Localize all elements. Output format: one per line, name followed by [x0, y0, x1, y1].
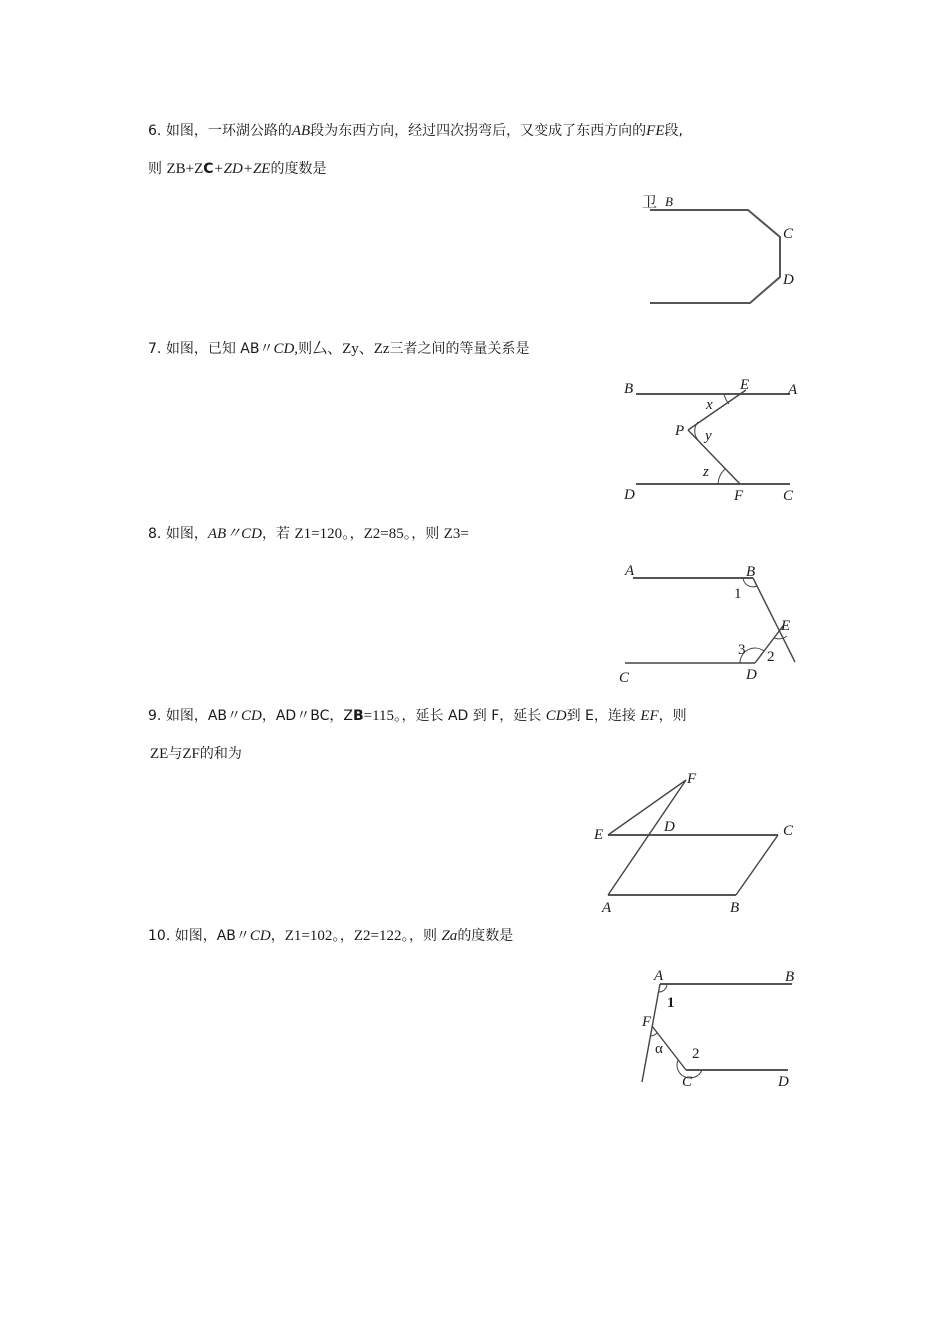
q9-text-1: . 如图，AB〃 [156, 708, 242, 724]
q10-label-a: A [654, 968, 664, 984]
q6-road-path [650, 210, 780, 303]
q10-var-cd: CD [249, 928, 271, 944]
q10-label-d: D [778, 1074, 789, 1090]
q9-var-cd: CD [241, 708, 262, 724]
q10-line-1 [148, 927, 513, 945]
q9-text-3: ，延长 AD 到 F，延长 [401, 708, 546, 724]
q7-text-2: 则 [298, 341, 313, 357]
q6-label-mark: 卫 [642, 195, 658, 211]
q7-label-f: F [734, 488, 744, 504]
q8-label-a: A [625, 563, 635, 579]
q8-angle-2: Z2=85。 [363, 526, 412, 542]
q8-label-2: 2 [767, 649, 775, 665]
q6-number: 6 [148, 123, 157, 139]
q6-angle-c: C [203, 161, 214, 177]
q10-text-5: 的度数是 [457, 928, 514, 944]
q8-line-1 [148, 525, 469, 543]
q8-text-2: ，若 [262, 526, 295, 542]
q7-label-z: z [703, 464, 709, 480]
q6-plus-c: +Z [185, 161, 204, 177]
q6-text-1: . 如图，一环湖公路的 [156, 123, 292, 139]
q8-label-3: 3 [738, 642, 746, 658]
q9-label-f: F [687, 771, 697, 787]
q7-label-y: y [705, 428, 712, 444]
q8-text-4: ，则 [411, 526, 444, 542]
q9-label-e: E [594, 827, 604, 843]
q10-label-2: 2 [692, 1046, 700, 1062]
q9-label-d: D [664, 819, 675, 835]
q8-angle-1: Z1=120。 [294, 526, 350, 542]
q7-label-a: A [788, 382, 798, 398]
q9-text-2: ，AD〃BC，Z [261, 708, 353, 724]
q6-label-c: C [783, 226, 794, 242]
q9-line-2 [150, 745, 242, 763]
q7-number: 7 [148, 341, 157, 357]
q10-angle-1: Z1=102。 [284, 928, 340, 944]
q7-segment-pf [688, 430, 740, 484]
q9-label-b: B [730, 900, 740, 916]
q10-arc-alpha [651, 1033, 657, 1036]
q8-angle-3: Z3= [443, 526, 469, 542]
q9-text-5: ，则 [658, 708, 687, 724]
q7-label-p: P [675, 423, 685, 439]
q10-text-1: . 如图，AB〃 [165, 928, 250, 944]
q10-figure [630, 962, 810, 1092]
q9-text-7: 的和为 [199, 746, 242, 762]
q7-arc-x [724, 394, 729, 404]
q6-var-fe: FE [646, 123, 665, 139]
q9-label-a: A [602, 900, 612, 916]
q6-line-2 [148, 160, 326, 178]
q9-angle-value: =115。 [363, 708, 402, 724]
q6-text-3: 段, [664, 123, 683, 139]
q9-angle-f: ZF [182, 746, 200, 762]
q7-label-x: x [706, 397, 713, 413]
q9-line-1 [148, 707, 687, 725]
q7-figure [618, 372, 808, 507]
q10-angle-2: Z2=122。 [353, 928, 410, 944]
q10-number: 10 [148, 928, 166, 944]
q7-text-3: 三者之间的等量关系是 [389, 341, 530, 357]
q8-label-c: C [619, 670, 630, 686]
q9-var-cd-2: CD [545, 708, 567, 724]
q8-text-1: . 如图， [156, 526, 208, 542]
q8-label-e: E [781, 618, 791, 634]
q10-label-alpha: α [655, 1041, 663, 1057]
q7-angles: 厶、Zy、Zz [312, 341, 390, 357]
q7-label-d: D [624, 487, 635, 503]
q6-text-5: 的度数是 [270, 161, 327, 177]
q8-number: 8 [148, 526, 157, 542]
q10-text-2: ， [270, 928, 285, 944]
q6-text-2: 段为东西方向，经过四次拐弯后，又变成了东西方向的 [310, 123, 647, 139]
q6-angles-de: +ZD+ZE [213, 161, 271, 177]
q7-line-1 [148, 340, 530, 358]
q10-text-3: ， [339, 928, 354, 944]
q10-angle-alpha: Za [441, 928, 458, 944]
q7-arc-z [718, 469, 725, 484]
q8-label-1: 1 [734, 586, 742, 602]
q7-label-b: B [624, 381, 634, 397]
q6-angle-b: ZB [166, 161, 186, 177]
q9-line-af [608, 780, 686, 895]
q7-label-c: C [783, 488, 794, 504]
q8-text-3: ， [349, 526, 364, 542]
q10-label-b: B [785, 969, 795, 985]
q7-var-cd: CD, [273, 341, 299, 357]
q6-label-d: D [783, 272, 794, 288]
q9-figure [588, 765, 803, 915]
q9-text-6: 与 [168, 746, 183, 762]
q6-line-1 [148, 122, 683, 140]
q6-figure [630, 185, 810, 315]
q8-label-d: D [746, 667, 757, 683]
q8-label-b: B [746, 564, 756, 580]
q10-text-4: ，则 [409, 928, 442, 944]
q8-var-ab-cd: AB〃CD [207, 526, 262, 542]
q9-angle-b: B [352, 708, 364, 724]
q9-var-ef: EF [640, 708, 659, 724]
q6-var-ab: AB [291, 123, 311, 139]
q9-angle-e: ZE [150, 746, 169, 762]
q9-text-4: 到 E，连接 [566, 708, 641, 724]
q6-text-4: 则 [148, 161, 167, 177]
q9-number: 9 [148, 708, 157, 724]
q10-label-1: 1 [667, 995, 675, 1011]
q10-label-f: F [642, 1014, 652, 1030]
q9-line-bc [736, 835, 778, 895]
q7-label-e: E [740, 377, 750, 393]
q10-label-c: C [682, 1074, 693, 1090]
q9-label-c: C [783, 823, 794, 839]
q8-figure [615, 558, 805, 688]
q6-label-b: B [665, 194, 673, 209]
q7-text-1: . 如图，已知 AB〃 [156, 341, 274, 357]
